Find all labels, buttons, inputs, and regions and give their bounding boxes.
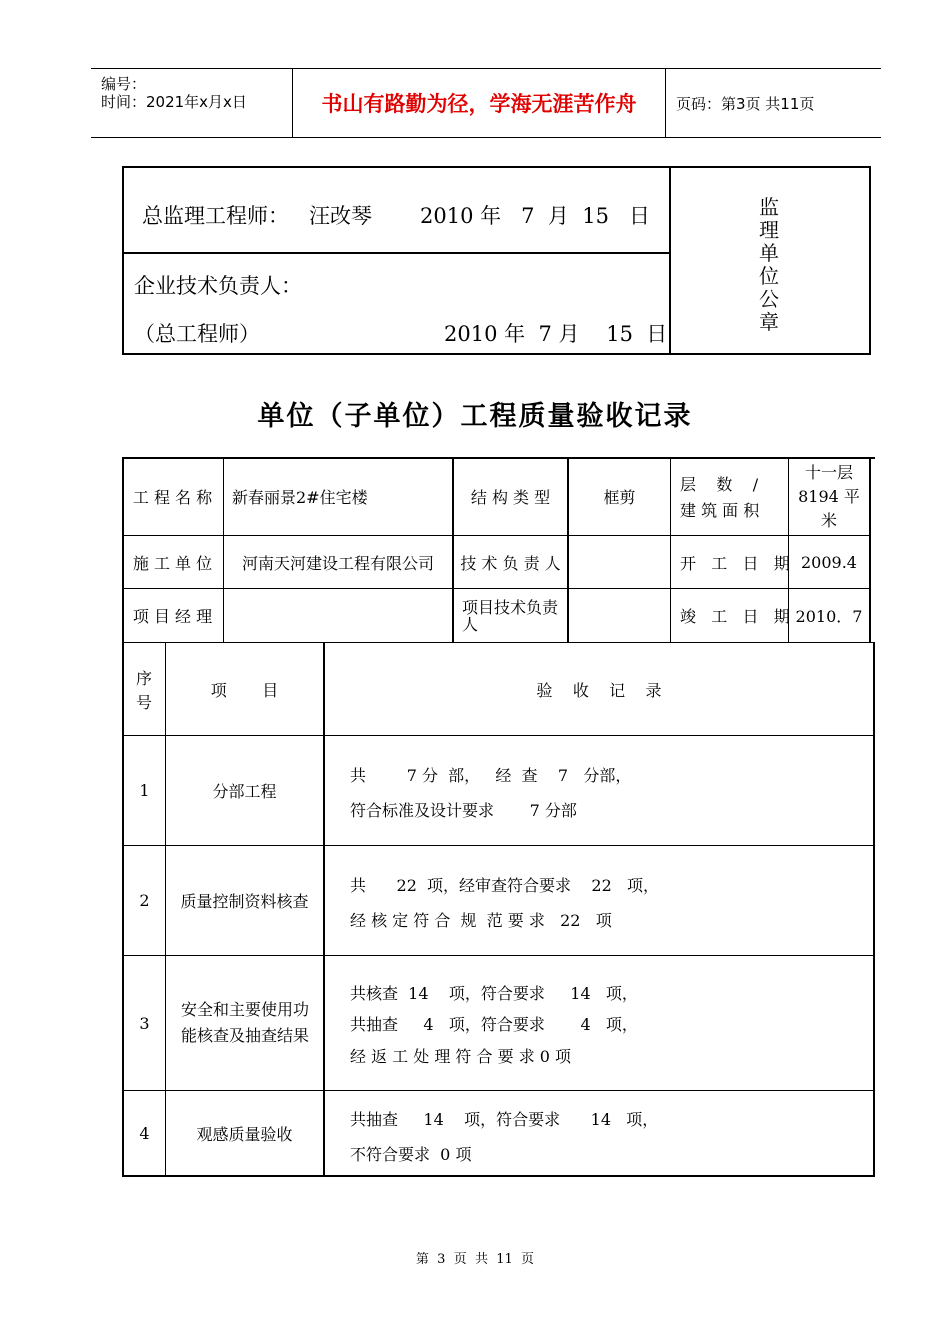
manager-value	[224, 589, 452, 642]
project-tech-label: 项目技术负责人	[462, 597, 559, 634]
chief-supervisor-label: 总监理工程师：	[142, 204, 289, 228]
record-line: 不符合要求 0 项	[350, 1145, 472, 1164]
number-label: 编号：	[101, 75, 147, 93]
project-name: 新春丽景2#住宅楼	[232, 487, 368, 507]
contractor-label: 施 工 单 位	[132, 553, 213, 573]
start-date-label: 开 工 日 期	[680, 553, 790, 573]
finish-date-value: 2010．7	[795, 607, 863, 626]
structure-value: 框剪	[603, 487, 636, 507]
record-line: 符合标准及设计要求 7 分部	[350, 801, 577, 820]
project-name-label: 工 程 名 称	[132, 487, 213, 507]
record-line: 共抽查 4 项，符合要求 4 项，	[350, 1015, 638, 1034]
supervision-seal-label: 监理单位公章	[759, 195, 779, 334]
floors-area-value	[789, 461, 869, 535]
record-no: 1	[139, 781, 150, 800]
record-no: 3	[139, 1013, 150, 1033]
project-tech-value	[569, 589, 670, 642]
page-footer: 第 3 页 共 11 页	[415, 1252, 535, 1267]
record-no: 2	[139, 891, 150, 910]
record-item: 安全和主要使用功能核查及抽查结果	[180, 1000, 309, 1045]
start-date-value: 2009.4	[801, 552, 857, 572]
contractor-value: 河南天河建设工程有限公司	[241, 553, 434, 573]
enterprise-tech-row	[124, 254, 669, 353]
record-item: 分部工程	[212, 782, 277, 801]
tech-lead-value	[569, 536, 670, 588]
chief-supervisor-name: 汪改琴	[309, 204, 372, 228]
record-header-record: 验 收 记 录	[536, 680, 662, 700]
record-item: 观感质量验收	[196, 1124, 293, 1144]
header-motto: 书山有路勤为径，学海无涯苦作舟	[293, 69, 666, 137]
record-no: 4	[139, 1123, 150, 1143]
header-meta	[91, 69, 293, 137]
enterprise-tech-label: 企业技术负责人：	[134, 274, 302, 298]
page-title: 单位（子单位）工程质量验收记录	[257, 401, 693, 432]
record-header-item: 项 目	[210, 680, 279, 700]
chief-supervisor-row	[124, 168, 669, 254]
record-line: 共 7 分 部， 经 查 7 分部，	[350, 766, 632, 785]
record-line: 共抽查 14 项，符合要求 14 项，	[350, 1110, 659, 1129]
signature-left	[124, 168, 671, 353]
page-header	[91, 68, 881, 138]
col-divider	[670, 457, 671, 643]
record-item: 质量控制资料核查	[180, 892, 309, 911]
time-label: 时间：2021年x月x日	[101, 93, 247, 111]
table-border-bottom	[122, 1175, 875, 1177]
tech-lead-label: 技 术 负 责 人	[460, 553, 561, 573]
table-border-right-lower	[873, 643, 875, 1177]
header-page-label: 页码：第3页 共11页	[676, 94, 815, 113]
chief-engineer-label: （总工程师）	[134, 322, 260, 346]
acceptance-record-table	[122, 457, 875, 1177]
area-unit: 米	[820, 511, 837, 530]
floors-area-label	[680, 472, 784, 532]
area-value: 8194 平	[798, 487, 860, 506]
chief-engineer-date: 2010 年 7 月 15 日	[444, 322, 668, 346]
record-line: 经 返 工 处 理 符 合 要 求 0 项	[350, 1047, 572, 1066]
floors-label: 层 数 /	[680, 475, 759, 494]
chief-supervisor-date: 2010 年 7 月 15 日	[420, 204, 650, 228]
floors-value: 十一层	[804, 463, 853, 482]
signature-table	[122, 166, 871, 355]
manager-label: 项 目 经 理	[132, 607, 213, 626]
record-line: 经 核 定 符 合 规 范 要 求 22 项	[350, 911, 612, 930]
record-line: 共 22 项，经审查符合要求 22 项，	[350, 876, 660, 895]
record-header-no: 序号	[135, 669, 152, 712]
structure-label: 结 构 类 型	[470, 487, 551, 507]
table-border-right-upper	[869, 457, 871, 643]
finish-date-label: 竣 工 日 期	[680, 607, 790, 626]
area-label: 建 筑 面 积	[680, 501, 760, 520]
record-line: 共核查 14 项，符合要求 14 项，	[350, 984, 638, 1003]
